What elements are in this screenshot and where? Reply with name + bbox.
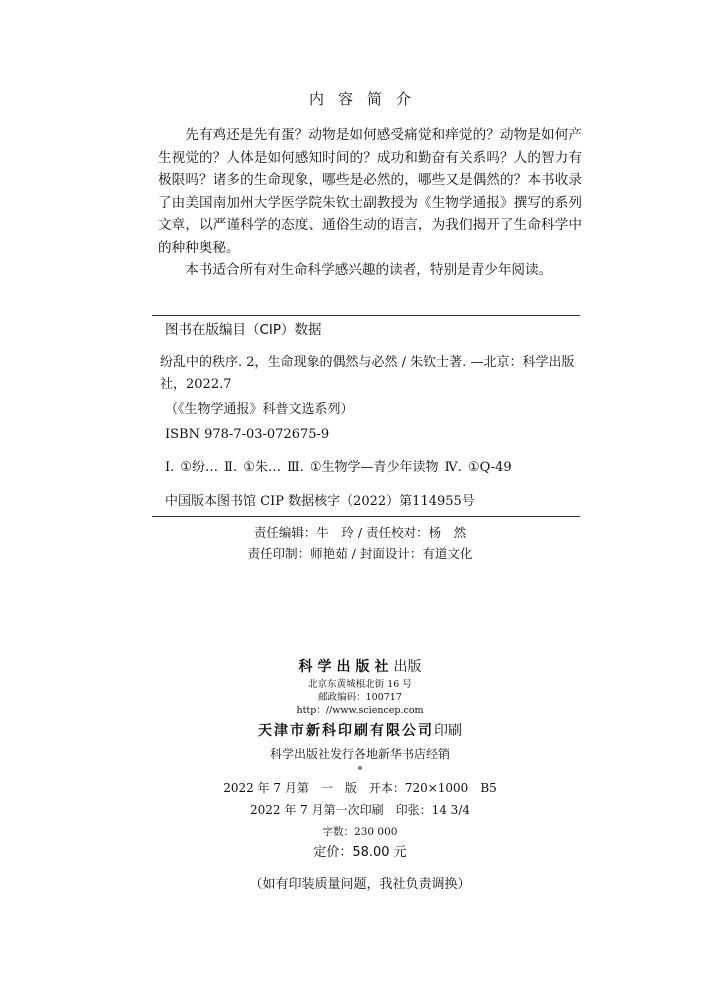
cip-series: （《生物学通报》科普文选系列）	[165, 402, 354, 417]
credits	[0, 522, 720, 564]
publisher-line	[0, 656, 720, 678]
printer-name: 天津市新科印刷有限公司	[258, 723, 434, 739]
cip-heading: 图书在版编目（CIP）数据	[165, 322, 322, 338]
printer-suffix: 印刷	[434, 723, 462, 739]
credits-production: 责任印制：师艳茹 / 封面设计：有道文化	[247, 546, 473, 561]
summary-paragraph: 本书适合所有对生命科学感兴趣的读者，特别是青少年阅读。	[185, 262, 553, 278]
cip-csn: 中国版本图书馆 CIP 数据核字（2022）第114955号	[165, 494, 475, 509]
separator-star: *	[357, 765, 363, 776]
publisher-address: 北京东黄城根北街 16 号	[308, 679, 412, 690]
quality-notice: （如有印装质量问题，我社负责调换）	[249, 877, 471, 892]
publisher-suffix: 出版	[393, 659, 422, 675]
publisher-name: 科学出版社	[298, 659, 394, 675]
cip-isbn: ISBN 978-7-03-072675-9	[165, 427, 330, 442]
cip-title-line: 纷乱中的秩序. 2，生命现象的偶然与必然 / 朱钦士著. —北京：科学出版社，2022.7	[160, 355, 575, 392]
printer-line	[0, 719, 720, 743]
cip-block	[160, 320, 580, 512]
printing-line: 2022 年 7 月第一次印刷 印张：14 3/4	[249, 803, 470, 817]
publisher-website[interactable]: http：//www.sciencep.com	[296, 705, 424, 716]
summary-body	[158, 124, 582, 282]
edition-line: 2022 年 7 月第 一 版 开本：720×1000 B5	[223, 781, 497, 795]
cip-bottom-rule	[152, 516, 580, 517]
credits-editors: 责任编辑：牛 玲 / 责任校对：杨 然	[253, 525, 467, 540]
cip-classification: Ⅰ. ①纷… Ⅱ. ①朱… Ⅲ. ①生物学—青少年读物 Ⅳ. ①Q-49	[165, 460, 512, 475]
imprint	[0, 656, 720, 895]
publisher-postcode: 邮政编码：100717	[318, 692, 402, 703]
cip-top-rule	[152, 315, 580, 316]
summary-heading: 内容简介	[308, 90, 425, 108]
price: 定价：58.00 元	[313, 845, 407, 860]
word-count: 字数：230 000	[322, 826, 398, 838]
summary-paragraph: 先有鸡还是先有蛋？动物是如何感受痛觉和痒觉的？动物是如何产生视觉的？人体是如何感知时间的？成功和勤奋有关系吗？人的智力有极限吗？诸多的生命现象，哪些是必然的，哪些又是偶然的？本书收录了由美国南加州大学医学院朱钦士副教授为《生物学通报》撰写的系列文章，以严谨科学的态度、通俗生动的语言，为我们揭开了生命科学中的种种奥秘。	[158, 127, 582, 256]
distribution-line: 科学出版社发行各地新华书店经销	[269, 747, 450, 761]
